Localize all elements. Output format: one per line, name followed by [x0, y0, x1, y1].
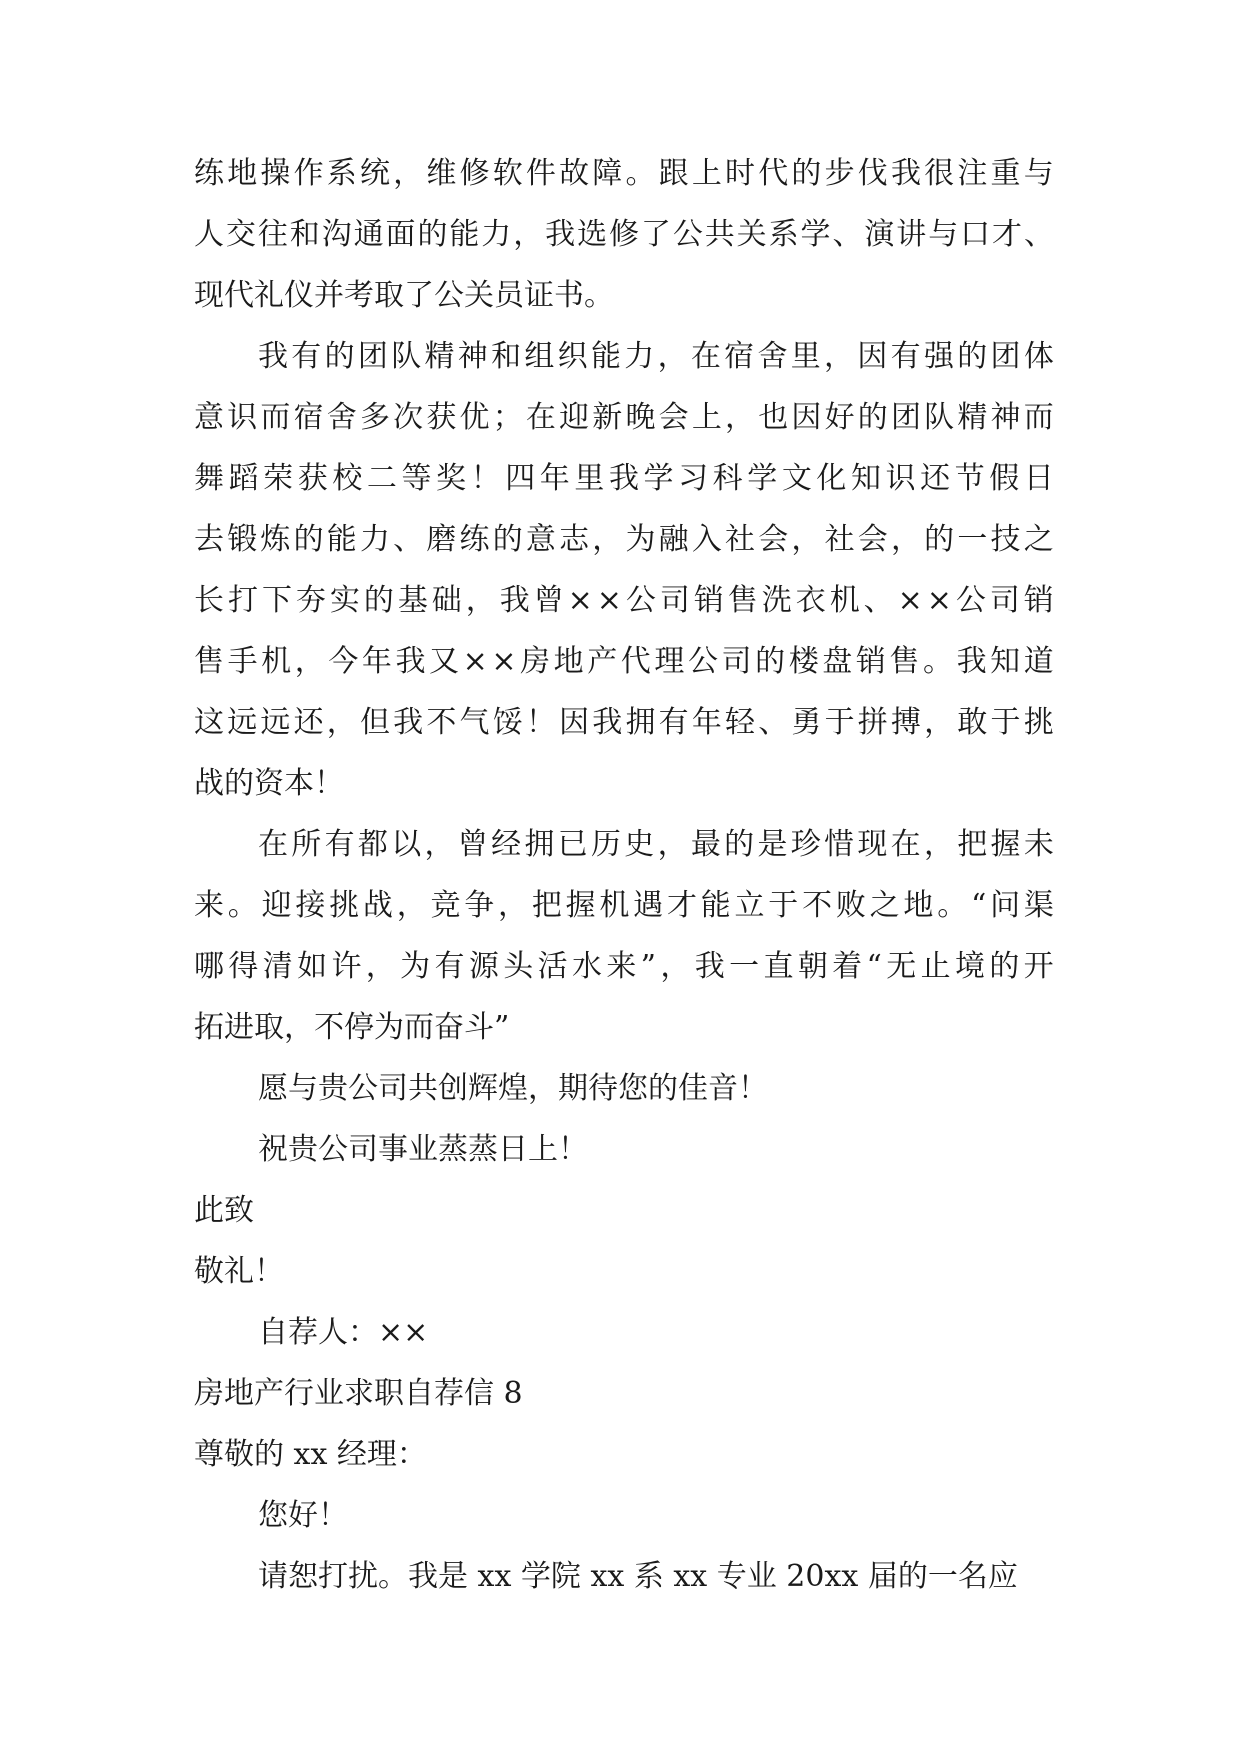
text-line: 拓进取，不停为而奋斗” [194, 1010, 510, 1045]
signature-line: 自荐人：×× [258, 1315, 429, 1350]
text-line: 战的资本！ [194, 766, 344, 801]
paragraph-first-line: 在 所 有 都 以 ， 曾 经 拥 已 历 史 ， 最 的 是 珍 惜 现 在 ， 把 握 未 [258, 827, 1054, 862]
paragraph-first-line: 祝贵公司事业蒸蒸日上！ [258, 1132, 588, 1167]
closing-line: 此致 [194, 1193, 254, 1228]
paragraph-first-line: 愿与贵公司共创辉煌，期待您的佳音！ [258, 1071, 768, 1106]
letter-greeting: 尊敬的 xx 经理： [194, 1437, 427, 1472]
text-line: 这 远 远 还 ， 但 我 不 气 馁 ！ 因 我 拥 有 年 轻 、 勇 于 拼 搏 ， 敢 于 挑 [194, 705, 1054, 740]
text-line: 哪 得 清 如 许 ， 为 有 源 头 活 水 来 ” ， 我 一 直 朝 着 “ 无 止 境 的 开 [194, 949, 1054, 984]
paragraph-first-line: 请恕打扰。我是 xx 学院 xx 系 xx 专业 20xx 届的一名应 [258, 1559, 1018, 1594]
text-line: 售 手 机 ， 今 年 我 又 × × 房 地 产 代 理 公 司 的 楼 盘 销 售 。 我 知 道 [194, 644, 1054, 679]
text-line: 去 锻 炼 的 能 力 、 磨 练 的 意 志 ， 为 融 入 社 会 ， 社 会 ， 的 一 技 之 [194, 522, 1054, 557]
text-line: 现代礼仪并考取了公关员证书。 [194, 278, 614, 313]
text-line: 来 。 迎 接 挑 战 ， 竞 争 ， 把 握 机 遇 才 能 立 于 不 败 之 地 。 “ 问 渠 [194, 888, 1054, 923]
text-line: 舞 蹈 荣 获 校 二 等 奖 ！ 四 年 里 我 学 习 科 学 文 化 知 识 还 节 假 日 [194, 461, 1054, 496]
salutation-line: 敬礼！ [194, 1254, 284, 1289]
letter-hello: 您好！ [258, 1498, 348, 1533]
paragraph-first-line: 我 有 的 团 队 精 神 和 组 织 能 力 ， 在 宿 舍 里 ， 因 有 强 的 团 体 [258, 339, 1054, 374]
text-line: 人 交 往 和 沟 通 面 的 能 力 ， 我 选 修 了 公 共 关 系 学 、 演 讲 与 口 才 、 [194, 217, 1054, 252]
section-heading: 房地产行业求职自荐信 8 [194, 1376, 523, 1411]
text-line: 长 打 下 夯 实 的 基 础 ， 我 曾 × × 公 司 销 售 洗 衣 机 、 × × 公 司 销 [194, 583, 1054, 618]
text-line: 练 地 操 作 系 统 ， 维 修 软 件 故 障 。 跟 上 时 代 的 步 伐 我 很 注 重 与 [194, 156, 1054, 191]
text-line: 意 识 而 宿 舍 多 次 获 优 ； 在 迎 新 晚 会 上 ， 也 因 好 的 团 队 精 神 而 [194, 400, 1054, 435]
